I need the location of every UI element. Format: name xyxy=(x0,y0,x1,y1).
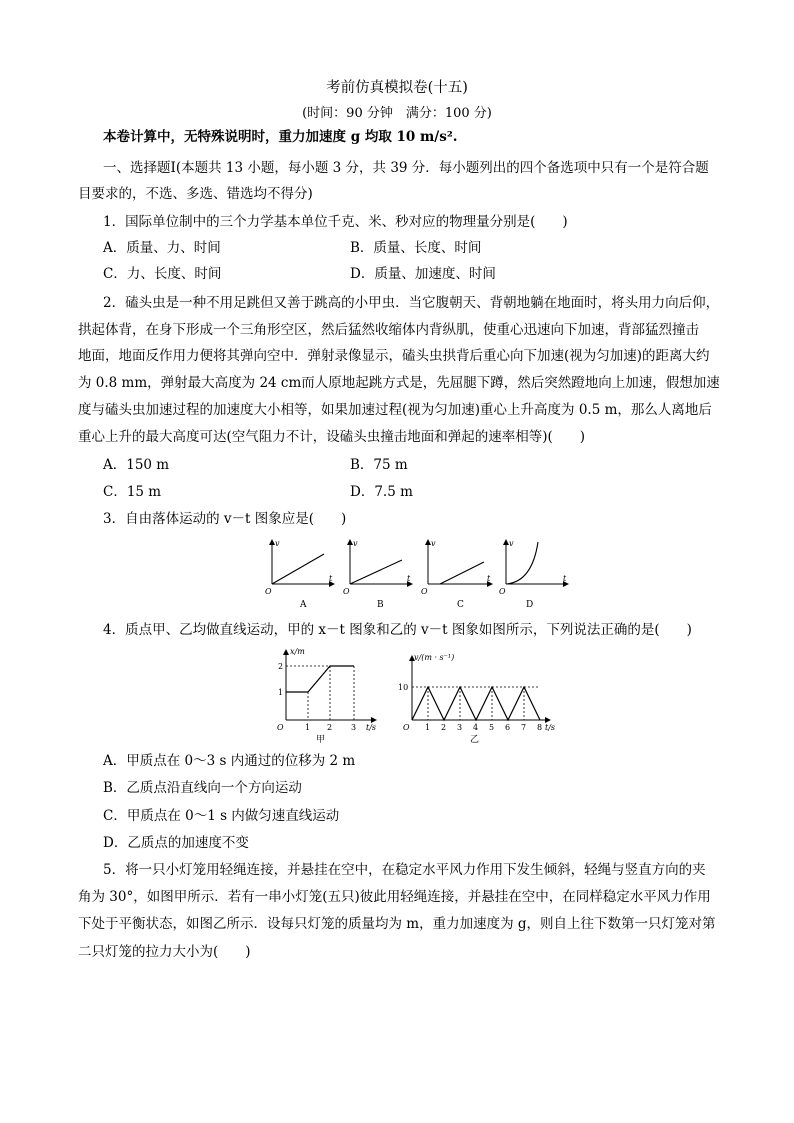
q2-line2: 拱起体背，在身下形成一个三角形空区，然后猛然收缩体内背纵肌，使重心迅速向下加速，背部猛烈撞击 xyxy=(78,322,699,338)
q3-graph-c xyxy=(421,539,492,610)
q4-graph-yi xyxy=(398,653,555,745)
jia-xlabel: t/s xyxy=(366,723,377,732)
q3a-t-label: t xyxy=(329,574,333,583)
jia-ytick-1: 1 xyxy=(278,688,284,697)
q4-graphs xyxy=(270,644,560,746)
q2-option-a: A．150 m xyxy=(103,457,170,473)
q3c-v-label: v xyxy=(431,539,436,548)
q1-option-d: D．质量、加速度、时间 xyxy=(350,266,496,282)
q3-stem: 3．自由落体运动的 v－t 图象应是( ) xyxy=(103,511,347,527)
q2-line4: 为 0.8 mm，弹射最大高度为 24 cm而人原地起跳方式是，先屈腿下蹲，然后突然蹬地向上加速，假想加速 xyxy=(78,375,720,391)
jia-caption: 甲 xyxy=(316,735,326,745)
q1-option-c: C．力、长度、时间 xyxy=(103,266,222,282)
q3b-caption: B xyxy=(377,600,384,610)
q1-stem: 1．国际单位制中的三个力学基本单位千克、米、秒对应的物理量分别是( ) xyxy=(103,214,568,230)
q3d-v-label: v xyxy=(509,539,514,548)
yi-xtick-8: 8 xyxy=(537,723,543,732)
yi-xtick-3: 3 xyxy=(457,723,463,732)
yi-xlabel: t/s xyxy=(545,723,556,732)
jia-origin: O xyxy=(277,723,284,732)
q3b-t-label: t xyxy=(407,574,411,583)
q2-line6: 重心上升的最大高度可达(空气阻力不计，设磕头虫撞击地面和弹起的速率相等)( ) xyxy=(78,429,586,445)
q3-graph-d xyxy=(499,539,568,610)
yi-xtick-4: 4 xyxy=(473,723,479,732)
yi-xtick-7: 7 xyxy=(521,723,527,732)
jia-ylabel: x/m xyxy=(290,647,305,656)
yi-xtick-1: 1 xyxy=(425,723,431,732)
q5-line1: 5．将一只小灯笼用轻绳连接，并悬挂在空中，在稳定水平风力作用下发生倾斜，轻绳与竖直方向的夹 xyxy=(103,862,706,878)
q4-option-a: A．甲质点在 0～3 s 内通过的位移为 2 m xyxy=(103,753,356,769)
q5-line2: 角为 30°，如图甲所示．若有一串小灯笼(五只)彼此用轻绳连接，并悬挂在空中，在同样稳定水平风力作用 xyxy=(78,889,711,905)
q4-graph-jia xyxy=(277,647,376,745)
q2-option-b: B．75 m xyxy=(350,457,408,473)
q1-option-a: A．质量、力、时间 xyxy=(103,240,221,256)
yi-ytick-10: 10 xyxy=(398,683,409,692)
q5-line3: 下处于平衡状态，如图乙所示．设每只灯笼的质量均为 m，重力加速度为 g，则自上往下数第一只灯笼对第 xyxy=(78,916,716,932)
q3b-origin: O xyxy=(343,587,350,596)
q5-line4: 二只灯笼的拉力大小为( ) xyxy=(78,944,251,960)
q3c-caption: C xyxy=(457,600,464,610)
yi-xtick-6: 6 xyxy=(505,723,511,732)
q2-option-c: C．15 m xyxy=(103,484,162,500)
yi-xtick-2: 2 xyxy=(441,723,447,732)
intro-text: 本卷计算中，无特殊说明时，重力加速度 g 均取 10 m/s². xyxy=(103,129,458,145)
q2-line3: 地面，地面反作用力便将其弹向空中．弹射录像显示，磕头虫拱背后重心向下加速(视为匀加速)的距离大约 xyxy=(78,348,710,364)
q1-option-b: B．质量、长度、时间 xyxy=(350,240,482,256)
q3c-t-label: t xyxy=(487,574,491,583)
yi-xtick-5: 5 xyxy=(489,723,495,732)
section-heading-line1: 一、选择题Ⅰ(本题共 13 小题，每小题 3 分，共 39 分．每小题列出的四个备选项中只有一个是符合题 xyxy=(103,160,709,176)
yi-ylabel: v/(m · s⁻¹) xyxy=(414,653,455,662)
q3d-caption: D xyxy=(526,600,534,610)
jia-ytick-2: 2 xyxy=(278,662,284,671)
jia-xtick-1: 1 xyxy=(305,723,311,732)
yi-caption: 乙 xyxy=(470,735,480,745)
q3c-origin: O xyxy=(421,587,428,596)
q3d-t-label: t xyxy=(563,574,567,583)
jia-xtick-2: 2 xyxy=(327,723,333,732)
q3-graph-b xyxy=(343,539,412,610)
q4-option-b: B．乙质点沿直线向一个方向运动 xyxy=(103,780,302,796)
section-heading-line2: 目要求的，不选、多选、错选均不得分) xyxy=(78,186,313,202)
q3a-origin: O xyxy=(265,587,272,596)
q3d-origin: O xyxy=(499,587,506,596)
q3-graph-a xyxy=(265,539,334,610)
q4-stem: 4．质点甲、乙均做直线运动，甲的 x－t 图象和乙的 v－t 图象如图所示，下列说法正确的是( ) xyxy=(103,622,692,638)
q3a-v-label: v xyxy=(275,539,280,548)
q2-line5: 度与磕头虫加速过程的加速度大小相等，如果加速过程(视为匀加速)重心上升高度为 0.5 m，那么人离地后 xyxy=(78,402,712,418)
q2-line1: 2．磕头虫是一种不用足跳但又善于跳高的小甲虫．当它腹朝天、背朝地躺在地面时，将头用力向后仰， xyxy=(103,295,720,311)
page-subtitle: (时间：90 分钟 满分：100 分) xyxy=(302,106,492,121)
page-title: 考前仿真模拟卷(十五) xyxy=(326,80,468,96)
q4-option-c: C．甲质点在 0～1 s 内做匀速直线运动 xyxy=(103,808,340,824)
q3-graphs xyxy=(262,534,582,612)
q3a-caption: A xyxy=(300,600,307,610)
yi-origin: O xyxy=(403,723,410,732)
q3b-v-label: v xyxy=(353,539,358,548)
jia-xtick-3: 3 xyxy=(351,723,357,732)
q2-option-d: D．7.5 m xyxy=(350,484,413,500)
q4-option-d: D．乙质点的加速度不变 xyxy=(103,835,249,851)
